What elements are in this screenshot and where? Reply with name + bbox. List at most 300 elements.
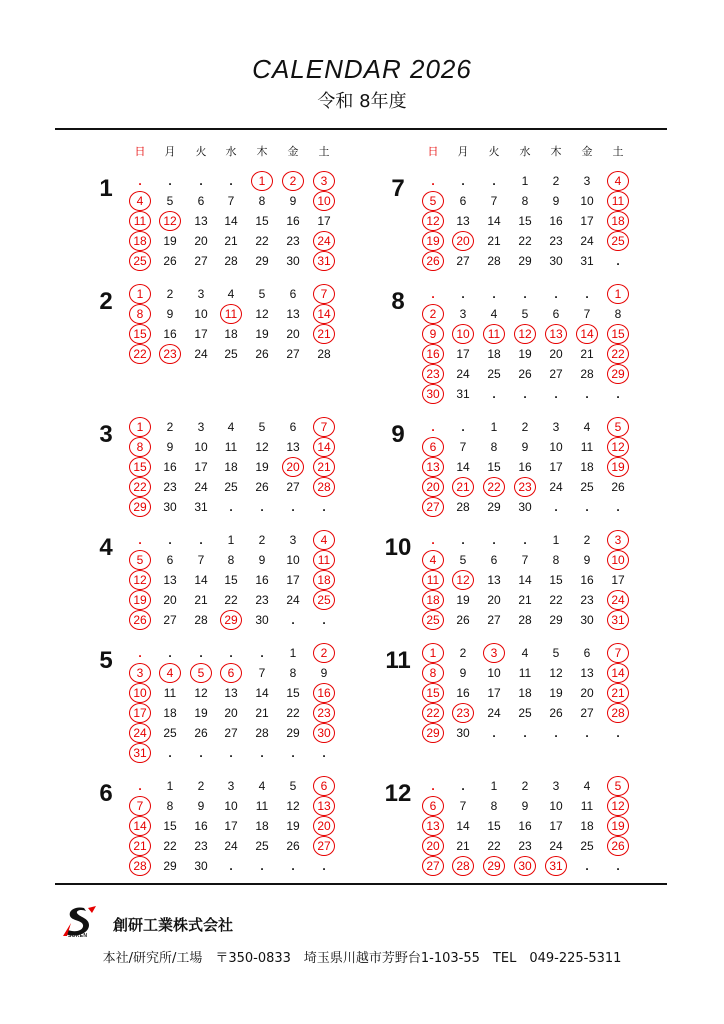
empty-day: . [585, 500, 589, 514]
calendar-day: 16 [194, 819, 208, 833]
calendar-day: 18 [224, 460, 238, 474]
weekday-header: 月 [164, 145, 176, 158]
calendar-day: 18 [580, 819, 594, 833]
holiday-day: 21 [607, 683, 629, 703]
calendar-day: 26 [286, 839, 300, 853]
calendar-day: 20 [580, 686, 594, 700]
holiday-day: 13 [422, 816, 444, 836]
empty-day: . [461, 287, 465, 301]
holiday-day: 4 [159, 663, 181, 683]
calendar-day: 9 [320, 666, 328, 680]
holiday-day: 17 [129, 703, 151, 723]
holiday-day: 11 [313, 550, 335, 570]
calendar-day: 9 [166, 440, 174, 454]
calendar-day: 24 [194, 347, 208, 361]
calendar-day: 20 [549, 347, 563, 361]
empty-day: . [616, 500, 620, 514]
calendar-day: 19 [518, 347, 532, 361]
calendar-day: 13 [456, 214, 470, 228]
weekday-header: 月 [457, 145, 469, 158]
holiday-day: 28 [607, 703, 629, 723]
calendar-day: 17 [549, 460, 563, 474]
calendar-day: 10 [487, 666, 501, 680]
calendar-day: 7 [583, 307, 591, 321]
calendar-day: 16 [518, 819, 532, 833]
weekday-header: 木 [550, 145, 562, 158]
calendar-day: 1 [227, 533, 235, 547]
calendar-day: 9 [289, 194, 297, 208]
empty-day: . [260, 500, 264, 514]
calendar-day: 8 [521, 194, 529, 208]
calendar-day: 8 [227, 553, 235, 567]
holiday-day: 30 [313, 723, 335, 743]
calendar-day: 17 [286, 573, 300, 587]
calendar-day: 16 [286, 214, 300, 228]
holiday-day: 3 [129, 663, 151, 683]
calendar-day: 28 [580, 367, 594, 381]
calendar-day: 5 [459, 553, 467, 567]
calendar-day: 30 [194, 859, 208, 873]
calendar-day: 21 [580, 347, 594, 361]
weekday-header: 水 [519, 145, 531, 158]
empty-day: . [461, 174, 465, 188]
calendar-day: 4 [490, 307, 498, 321]
empty-day: . [322, 613, 326, 627]
month-number: 5 [99, 647, 113, 674]
holiday-day: 4 [422, 550, 444, 570]
calendar-day: 23 [194, 839, 208, 853]
calendar-day: 10 [194, 307, 208, 321]
month-number: 12 [384, 780, 412, 807]
calendar-day: 1 [490, 779, 498, 793]
calendar-day: 3 [459, 307, 467, 321]
calendar-day: 26 [518, 367, 532, 381]
calendar-day: 14 [194, 573, 208, 587]
empty-day: . [585, 726, 589, 740]
calendar-day: 25 [580, 839, 594, 853]
calendar-day: 28 [317, 347, 331, 361]
empty-day: . [260, 746, 264, 760]
calendar-day: 18 [255, 819, 269, 833]
holiday-day: 23 [452, 703, 474, 723]
holiday-day: 22 [129, 344, 151, 364]
holiday-day: 13 [545, 324, 567, 344]
holiday-day: 12 [452, 570, 474, 590]
calendar-day: 21 [487, 234, 501, 248]
calendar-day: 19 [286, 819, 300, 833]
holiday-day: 1 [251, 171, 273, 191]
calendar-day: 30 [518, 500, 532, 514]
holiday-day: 23 [422, 364, 444, 384]
empty-day: . [554, 387, 558, 401]
calendar-day: 16 [163, 460, 177, 474]
month-number: 8 [391, 288, 405, 315]
holiday-day: 7 [313, 417, 335, 437]
calendar-day: 31 [456, 387, 470, 401]
calendar-day: 9 [166, 307, 174, 321]
empty-day: . [616, 859, 620, 873]
calendar-title: CALENDAR 2026 [252, 54, 472, 84]
holiday-day: 4 [313, 530, 335, 550]
empty-day: . [199, 533, 203, 547]
calendar-day: 15 [286, 686, 300, 700]
holiday-day: 24 [607, 590, 629, 610]
empty-day: . [554, 500, 558, 514]
empty-day: . [229, 746, 233, 760]
calendar-day: 5 [258, 420, 266, 434]
calendar-day: 27 [286, 347, 300, 361]
holiday-day: 22 [607, 344, 629, 364]
holiday-day: 31 [129, 743, 151, 763]
holiday-day: 18 [422, 590, 444, 610]
calendar-subtitle: 令和 8年度 [317, 91, 407, 112]
calendar-day: 2 [583, 533, 591, 547]
calendar-day: 29 [487, 500, 501, 514]
holiday-day: 3 [313, 171, 335, 191]
calendar-day: 3 [552, 420, 560, 434]
calendar-day: 31 [194, 500, 208, 514]
calendar-day: 29 [255, 254, 269, 268]
holiday-day: 27 [422, 856, 444, 876]
calendar-day: 17 [317, 214, 331, 228]
calendar-day: 18 [580, 460, 594, 474]
calendar-day: 12 [194, 686, 208, 700]
holiday-day: 21 [313, 324, 335, 344]
calendar-day: 5 [258, 287, 266, 301]
holiday-day: 10 [607, 550, 629, 570]
calendar-day: 20 [224, 706, 238, 720]
calendar-day: 20 [487, 593, 501, 607]
calendar-day: 6 [197, 194, 205, 208]
calendar-day: 7 [227, 194, 235, 208]
weekday-header: 火 [488, 145, 500, 158]
calendar-day: 19 [255, 327, 269, 341]
calendar-day: 28 [487, 254, 501, 268]
calendar-day: 23 [286, 234, 300, 248]
holiday-day: 15 [607, 324, 629, 344]
calendar-day: 27 [286, 480, 300, 494]
holiday-day: 14 [313, 304, 335, 324]
empty-day: . [523, 533, 527, 547]
holiday-day: 19 [607, 457, 629, 477]
calendar-day: 24 [580, 234, 594, 248]
calendar-day: 26 [163, 254, 177, 268]
calendar-day: 28 [456, 500, 470, 514]
calendar-day: 9 [459, 666, 467, 680]
empty-day: . [322, 859, 326, 873]
holiday-day: 20 [422, 836, 444, 856]
logo-text: SOKEN [68, 933, 88, 939]
calendar-day: 3 [583, 174, 591, 188]
calendar-day: 24 [487, 706, 501, 720]
calendar-day: 21 [255, 706, 269, 720]
calendar-day: 25 [580, 480, 594, 494]
calendar-day: 8 [258, 194, 266, 208]
calendar-day: 2 [258, 533, 266, 547]
holiday-day: 1 [422, 643, 444, 663]
calendar-day: 8 [490, 799, 498, 813]
calendar-day: 17 [194, 460, 208, 474]
calendar-day: 13 [286, 440, 300, 454]
empty-day: . [291, 613, 295, 627]
empty-day: . [461, 533, 465, 547]
calendar-day: 3 [552, 779, 560, 793]
calendar-day: 4 [258, 779, 266, 793]
empty-day: . [523, 726, 527, 740]
calendar-day: 27 [487, 613, 501, 627]
empty-day: . [616, 726, 620, 740]
calendar-day: 28 [255, 726, 269, 740]
calendar-day: 28 [518, 613, 532, 627]
calendar-day: 21 [194, 593, 208, 607]
calendar-day: 6 [289, 287, 297, 301]
calendar-day: 19 [255, 460, 269, 474]
calendar-day: 10 [194, 440, 208, 454]
holiday-day: 12 [159, 211, 181, 231]
calendar-day: 2 [459, 646, 467, 660]
calendar-day: 10 [286, 553, 300, 567]
calendar-day: 26 [255, 347, 269, 361]
calendar-day: 27 [163, 613, 177, 627]
holiday-day: 2 [422, 304, 444, 324]
calendar-day: 26 [611, 480, 625, 494]
holiday-day: 26 [422, 251, 444, 271]
calendar-day: 13 [224, 686, 238, 700]
calendar-day: 30 [163, 500, 177, 514]
empty-day: . [431, 174, 435, 188]
holiday-day: 21 [313, 457, 335, 477]
calendar-day: 14 [456, 819, 470, 833]
weekday-header: 金 [581, 145, 593, 158]
holiday-day: 28 [313, 477, 335, 497]
empty-day: . [523, 287, 527, 301]
calendar-day: 15 [487, 819, 501, 833]
weekday-header: 土 [612, 145, 624, 158]
calendar-day: 15 [163, 819, 177, 833]
empty-day: . [492, 174, 496, 188]
holiday-day: 14 [129, 816, 151, 836]
calendar-day: 16 [580, 573, 594, 587]
bottom-divider [55, 883, 667, 885]
holiday-day: 7 [313, 284, 335, 304]
calendar-day: 4 [583, 420, 591, 434]
empty-day: . [461, 420, 465, 434]
calendar-day: 1 [289, 646, 297, 660]
holiday-day: 15 [422, 683, 444, 703]
holiday-day: 11 [607, 191, 629, 211]
holiday-day: 19 [129, 590, 151, 610]
calendar-day: 5 [521, 307, 529, 321]
calendar-day: 2 [521, 420, 529, 434]
weekday-header: 木 [256, 145, 268, 158]
empty-day: . [168, 646, 172, 660]
calendar-day: 24 [549, 480, 563, 494]
holiday-day: 19 [422, 231, 444, 251]
calendar-day: 29 [286, 726, 300, 740]
empty-day: . [431, 287, 435, 301]
calendar-day: 2 [521, 779, 529, 793]
calendar-day: 30 [456, 726, 470, 740]
holiday-day: 18 [607, 211, 629, 231]
calendar-day: 21 [518, 593, 532, 607]
empty-day: . [616, 254, 620, 268]
empty-day: . [431, 420, 435, 434]
calendar-day: 16 [456, 686, 470, 700]
calendar-day: 24 [549, 839, 563, 853]
calendar-day: 19 [163, 234, 177, 248]
calendar-day: 18 [224, 327, 238, 341]
calendar-day: 15 [487, 460, 501, 474]
holiday-day: 15 [129, 457, 151, 477]
calendar-day: 20 [286, 327, 300, 341]
calendar-day: 13 [487, 573, 501, 587]
holiday-day: 29 [129, 497, 151, 517]
calendar-day: 7 [521, 553, 529, 567]
company-address: 本社/研究所/工場 〒350-0833 埼玉県川越市芳野台1-103-55 TEL 049-225-5311 [102, 951, 622, 966]
calendar-day: 18 [518, 686, 532, 700]
holiday-day: 22 [422, 703, 444, 723]
holiday-day: 16 [313, 683, 335, 703]
holiday-day: 5 [422, 191, 444, 211]
empty-day: . [168, 533, 172, 547]
calendar-day: 8 [490, 440, 498, 454]
calendar-day: 16 [255, 573, 269, 587]
calendar-day: 27 [549, 367, 563, 381]
holiday-day: 10 [313, 191, 335, 211]
calendar-day: 12 [255, 440, 269, 454]
empty-day: . [492, 387, 496, 401]
calendar-day: 24 [224, 839, 238, 853]
calendar-day: 8 [289, 666, 297, 680]
holiday-day: 4 [129, 191, 151, 211]
calendar-day: 24 [286, 593, 300, 607]
calendar-day: 7 [459, 440, 467, 454]
calendar-day: 23 [163, 480, 177, 494]
month-number: 7 [391, 175, 405, 202]
calendar-day: 11 [580, 440, 594, 454]
calendar-day: 3 [197, 287, 205, 301]
holiday-day: 6 [313, 776, 335, 796]
holiday-day: 12 [422, 211, 444, 231]
empty-day: . [168, 174, 172, 188]
holiday-day: 5 [607, 417, 629, 437]
empty-day: . [199, 646, 203, 660]
empty-day: . [229, 174, 233, 188]
calendar-day: 23 [518, 839, 532, 853]
holiday-day: 30 [514, 856, 536, 876]
empty-day: . [461, 779, 465, 793]
holiday-day: 7 [129, 796, 151, 816]
holiday-day: 1 [129, 284, 151, 304]
holiday-day: 20 [452, 231, 474, 251]
holiday-day: 22 [129, 477, 151, 497]
calendar-day: 6 [490, 553, 498, 567]
holiday-day: 23 [313, 703, 335, 723]
month-number: 6 [99, 780, 113, 807]
calendar-day: 17 [224, 819, 238, 833]
holiday-day: 15 [129, 324, 151, 344]
calendar-day: 11 [580, 799, 594, 813]
calendar-day: 14 [255, 686, 269, 700]
calendar-day: 13 [194, 214, 208, 228]
calendar-day: 6 [289, 420, 297, 434]
holiday-day: 30 [422, 384, 444, 404]
calendar-day: 6 [459, 194, 467, 208]
empty-day: . [138, 646, 142, 660]
weekday-header: 日 [134, 145, 146, 158]
holiday-day: 29 [607, 364, 629, 384]
calendar-day: 8 [552, 553, 560, 567]
month-number: 2 [99, 288, 113, 315]
calendar-day: 4 [227, 420, 235, 434]
calendar-day: 24 [194, 480, 208, 494]
calendar-day: 16 [163, 327, 177, 341]
empty-day: . [492, 287, 496, 301]
calendar-day: 1 [552, 533, 560, 547]
calendar-day: 22 [163, 839, 177, 853]
holiday-day: 12 [607, 796, 629, 816]
holiday-day: 2 [282, 171, 304, 191]
calendar-day: 18 [487, 347, 501, 361]
holiday-day: 11 [422, 570, 444, 590]
month-number: 4 [99, 534, 113, 561]
holiday-day: 14 [607, 663, 629, 683]
holiday-day: 14 [576, 324, 598, 344]
calendar-day: 17 [580, 214, 594, 228]
calendar-day: 22 [549, 593, 563, 607]
calendar-day: 12 [549, 666, 563, 680]
calendar-day: 13 [286, 307, 300, 321]
holiday-day: 13 [422, 457, 444, 477]
weekday-header: 土 [318, 145, 330, 158]
calendar-day: 19 [549, 686, 563, 700]
calendar-day: 14 [224, 214, 238, 228]
month-number: 9 [391, 421, 405, 448]
holiday-day: 5 [190, 663, 212, 683]
holiday-day: 22 [483, 477, 505, 497]
holiday-day: 7 [607, 643, 629, 663]
weekday-header: 日 [427, 145, 439, 158]
empty-day: . [229, 646, 233, 660]
holiday-day: 23 [514, 477, 536, 497]
holiday-day: 11 [220, 304, 242, 324]
calendar-day: 3 [289, 533, 297, 547]
empty-day: . [492, 533, 496, 547]
calendar-day: 26 [456, 613, 470, 627]
calendar-day: 26 [194, 726, 208, 740]
calendar-day: 5 [166, 194, 174, 208]
calendar-day: 1 [490, 420, 498, 434]
holiday-day: 6 [220, 663, 242, 683]
holiday-day: 25 [129, 251, 151, 271]
calendar-day: 10 [580, 194, 594, 208]
holiday-day: 25 [313, 590, 335, 610]
month-number: 10 [384, 534, 412, 561]
empty-day: . [229, 500, 233, 514]
calendar-day: 7 [258, 666, 266, 680]
holiday-day: 5 [129, 550, 151, 570]
calendar-day: 22 [224, 593, 238, 607]
holiday-day: 31 [545, 856, 567, 876]
calendar-day: 10 [549, 799, 563, 813]
calendar-day: 10 [549, 440, 563, 454]
holiday-day: 28 [129, 856, 151, 876]
holiday-day: 11 [129, 211, 151, 231]
calendar-day: 30 [255, 613, 269, 627]
calendar-day: 17 [456, 347, 470, 361]
empty-day: . [199, 746, 203, 760]
calendar-day: 25 [255, 839, 269, 853]
